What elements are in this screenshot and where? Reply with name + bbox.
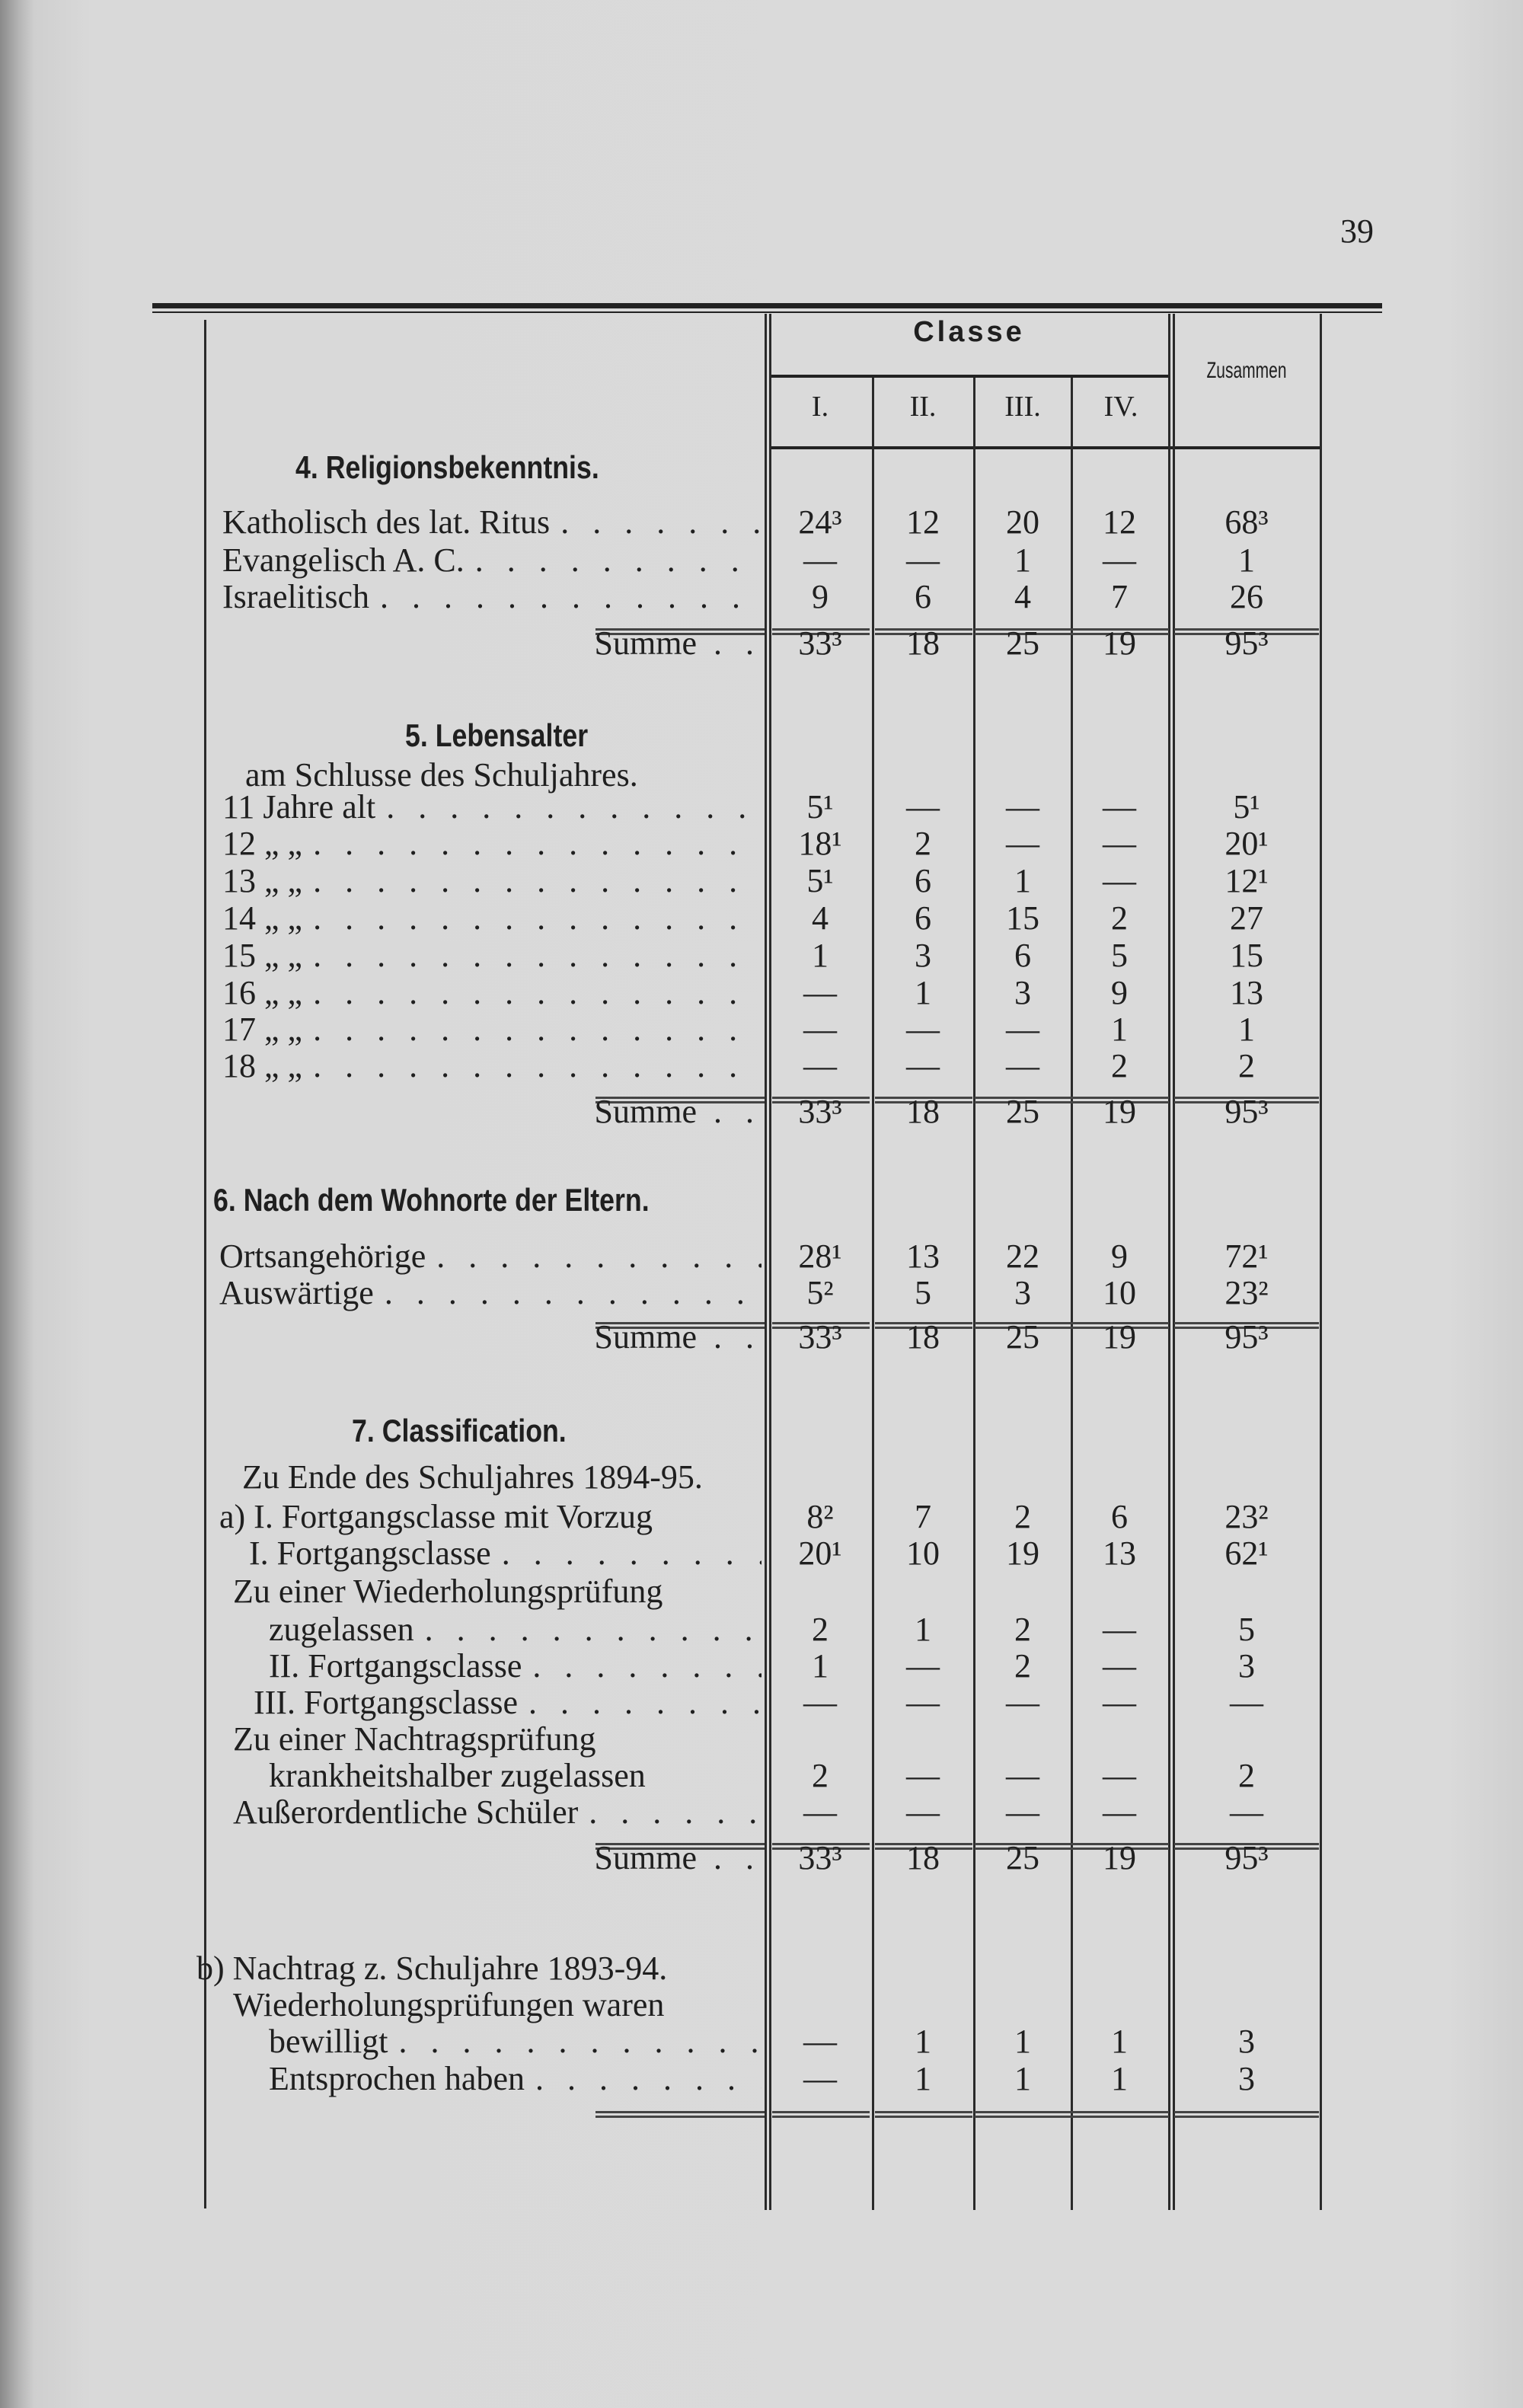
- row-label: [222, 937, 762, 975]
- class-cell: 1: [1014, 2060, 1031, 2097]
- row-label-text: Ortsangehörige: [219, 1238, 426, 1275]
- row-label: [196, 1950, 667, 1988]
- row-label-text: b) Nachtrag z. Schuljahre 1893-94.: [196, 1950, 668, 1987]
- class-cell: 2: [1111, 899, 1128, 937]
- class-cell: 3: [915, 937, 931, 974]
- class-cell: 19: [1006, 1535, 1039, 1572]
- leader-dots: [302, 974, 762, 1012]
- row-label-text: Wiederholungsprüfungen waren: [233, 1986, 665, 2023]
- row-label-text: Summe: [594, 1318, 697, 1356]
- class-cell: 9: [1111, 1238, 1128, 1275]
- class-cell: 25: [1006, 1093, 1039, 1130]
- class-cell: —: [1006, 1684, 1039, 1721]
- leader-dots: [302, 1011, 762, 1049]
- class-header-1: I.: [811, 391, 829, 423]
- row-label-text: Katholisch des lat. Ritus: [222, 503, 551, 541]
- leader-dots: [369, 578, 762, 616]
- class-cell: —: [803, 1047, 837, 1084]
- row-label: [254, 1684, 762, 1722]
- class-cell: 1: [1111, 1011, 1128, 1048]
- row-label-text: Zu Ende des Schuljahres 1894-95.: [242, 1458, 703, 1496]
- row-label-text: bewilligt: [269, 2023, 388, 2060]
- closing-rule: [772, 2111, 870, 2118]
- total-cell: 1: [1238, 1011, 1255, 1048]
- leader-dots: [388, 2023, 762, 2061]
- row-label-text: II. Fortgangsclasse: [269, 1647, 522, 1685]
- class-cell: —: [906, 1793, 940, 1831]
- sum-label: [533, 1093, 762, 1131]
- row-label-text: 16 „ „: [222, 974, 303, 1011]
- class-cell: —: [1103, 541, 1136, 579]
- total-cell: 20¹: [1224, 825, 1269, 862]
- row-label-text: 17 „ „: [222, 1011, 303, 1048]
- leader-dots: [302, 937, 762, 975]
- total-cell: 13: [1230, 974, 1263, 1011]
- row-label: [242, 1458, 703, 1496]
- leader-dots: [302, 899, 762, 937]
- class-cell: 7: [1111, 578, 1128, 615]
- class-cell: —: [1103, 788, 1136, 826]
- class-cell: 19: [1103, 624, 1136, 662]
- class-cell: 18¹: [798, 825, 842, 862]
- row-label: [222, 825, 762, 863]
- row-label-text: 15 „ „: [222, 937, 303, 974]
- class-cell: 2: [1014, 1647, 1031, 1685]
- class-cell: —: [1006, 1047, 1039, 1084]
- leader-dots: [465, 541, 762, 580]
- row-label-text: 11 Jahre alt: [222, 788, 376, 826]
- class-cell: 5: [1111, 937, 1128, 974]
- class-cell: 5¹: [806, 862, 834, 899]
- row-label: [222, 503, 762, 541]
- row-label-text: Summe: [594, 624, 697, 662]
- class-cell: —: [1103, 1684, 1136, 1721]
- row-label-text: 14 „ „: [222, 899, 303, 937]
- row-label-text: Auswärtige: [219, 1274, 374, 1311]
- class-cell: —: [1006, 1793, 1039, 1831]
- closing-rule: [1071, 2111, 1169, 2118]
- class-cell: —: [1103, 862, 1136, 899]
- leader-dots: [375, 788, 762, 826]
- total-cell: 5: [1238, 1611, 1255, 1648]
- class-cell: 3: [1014, 1274, 1031, 1311]
- total-cell: 12¹: [1224, 862, 1269, 899]
- sum-label: [533, 1318, 762, 1356]
- row-label: [222, 578, 762, 616]
- row-label: [222, 899, 762, 937]
- class-cell: —: [906, 788, 940, 826]
- row-label: [222, 788, 762, 826]
- row-label-text: a) I. Fortgangsclasse mit Vorzug: [219, 1498, 653, 1535]
- total-cell: 62¹: [1224, 1535, 1269, 1572]
- leader-dots: [491, 1535, 762, 1573]
- row-label-text: I. Fortgangsclasse: [249, 1535, 491, 1572]
- row-label: [219, 1274, 762, 1312]
- class-cell: —: [803, 1011, 837, 1048]
- class-cell: 12: [906, 503, 940, 541]
- class-cell: 28¹: [798, 1238, 842, 1275]
- sum-label: [533, 624, 762, 663]
- leader-dots: [302, 825, 762, 863]
- row-label-text: Entsprochen haben: [269, 2060, 525, 2097]
- class-cell: 8²: [806, 1498, 834, 1535]
- class-cell: —: [906, 1684, 940, 1721]
- leader-dots: [550, 503, 762, 541]
- class-cell: 10: [906, 1535, 940, 1572]
- row-label: [269, 1611, 762, 1649]
- class-cell: 33³: [798, 624, 842, 662]
- class-cell: —: [803, 1793, 837, 1831]
- class-cell: 2: [1111, 1047, 1128, 1084]
- class-cell: 19: [1103, 1839, 1136, 1876]
- class-cell: —: [1006, 1011, 1039, 1048]
- total-cell: —: [1230, 1793, 1263, 1831]
- leader-dots: [578, 1793, 762, 1832]
- section-subheading: am Schlusse des Schuljahres.: [245, 756, 638, 794]
- row-label-text: 13 „ „: [222, 862, 303, 899]
- row-label-text: Israelitisch: [222, 578, 370, 615]
- classe-header: Classe: [913, 316, 1025, 348]
- total-cell: 95³: [1224, 624, 1269, 662]
- leader-dots: [426, 1238, 762, 1276]
- row-label: [269, 2060, 762, 2098]
- total-cell: 2: [1238, 1757, 1255, 1794]
- leader-dots: . .: [714, 1093, 762, 1130]
- class-cell: —: [803, 541, 837, 579]
- class-cell: —: [906, 541, 940, 579]
- class-cell: 18: [906, 1839, 940, 1876]
- class-cell: —: [1103, 1611, 1136, 1648]
- class-cell: 33³: [798, 1093, 842, 1130]
- class-header-4: IV.: [1103, 391, 1138, 423]
- class-cell: 6: [915, 862, 931, 899]
- total-cell: 68³: [1224, 503, 1269, 541]
- row-label: [233, 1986, 664, 2024]
- row-label-text: Evangelisch A. C.: [222, 541, 465, 579]
- total-cell: 26: [1230, 578, 1263, 615]
- class-cell: 9: [812, 578, 829, 615]
- class-cell: 18: [906, 1093, 940, 1130]
- leader-dots: . .: [714, 1318, 762, 1356]
- total-cell: 23²: [1224, 1274, 1269, 1311]
- row-label: [233, 1573, 663, 1611]
- class-cell: 1: [1111, 2023, 1128, 2060]
- row-label: [233, 1720, 595, 1758]
- class-cell: 6: [915, 899, 931, 937]
- total-cell: 1: [1238, 541, 1255, 579]
- class-cell: 19: [1103, 1318, 1136, 1356]
- class-cell: —: [906, 1647, 940, 1685]
- row-label: [233, 1793, 762, 1832]
- class-cell: 6: [1014, 937, 1031, 974]
- class-cell: 33³: [798, 1839, 842, 1876]
- leader-dots: . .: [714, 624, 762, 662]
- class-cell: 22: [1006, 1238, 1039, 1275]
- row-label-text: krankheitshalber zugelassen: [269, 1757, 646, 1794]
- row-label-text: Summe: [594, 1093, 697, 1130]
- class-cell: 1: [812, 1647, 829, 1685]
- class-cell: 10: [1103, 1274, 1136, 1311]
- leader-dots: [302, 1047, 762, 1085]
- class-cell: 2: [1014, 1611, 1031, 1648]
- total-cell: 27: [1230, 899, 1263, 937]
- class-cell: —: [906, 1757, 940, 1794]
- class-cell: 6: [1111, 1498, 1128, 1535]
- total-header: Zusammen: [1206, 358, 1287, 383]
- sum-label: [533, 1839, 762, 1877]
- row-label: [222, 862, 762, 900]
- row-label: [249, 1535, 762, 1573]
- class-cell: 4: [812, 899, 829, 937]
- row-label-text: zugelassen: [269, 1611, 414, 1648]
- page-number: 39: [1340, 212, 1374, 250]
- class-cell: 1: [1111, 2060, 1128, 2097]
- row-label-text: 12 „ „: [222, 825, 303, 862]
- row-label: [269, 2023, 762, 2061]
- class-cell: 1: [1014, 541, 1031, 579]
- class-cell: 25: [1006, 1318, 1039, 1356]
- class-cell: 2: [812, 1611, 829, 1648]
- class-cell: —: [1103, 825, 1136, 862]
- class-cell: 13: [1103, 1535, 1136, 1572]
- class-cell: —: [1006, 1757, 1039, 1794]
- class-cell: 15: [1006, 899, 1039, 937]
- class-cell: 18: [906, 1318, 940, 1356]
- leader-dots: [518, 1684, 762, 1722]
- total-cell: 23²: [1224, 1498, 1269, 1535]
- leader-dots: [374, 1274, 762, 1312]
- total-cell: 3: [1238, 2060, 1255, 2097]
- class-cell: 7: [915, 1498, 931, 1535]
- class-cell: 20¹: [798, 1535, 842, 1572]
- class-cell: 9: [1111, 974, 1128, 1011]
- row-label-text: Außerordentliche Schüler: [233, 1793, 579, 1831]
- leader-dots: [525, 2060, 762, 2098]
- class-cell: 1: [1014, 862, 1031, 899]
- row-label: [269, 1757, 646, 1795]
- total-cell: 2: [1238, 1047, 1255, 1084]
- class-cell: 19: [1103, 1093, 1136, 1130]
- class-header-2: II.: [909, 391, 937, 423]
- row-label: [222, 541, 762, 580]
- class-cell: —: [803, 2023, 837, 2060]
- class-cell: 5: [915, 1274, 931, 1311]
- row-label-text: 18 „ „: [222, 1047, 303, 1084]
- row-label: [222, 1047, 762, 1085]
- row-label-text: Summe: [594, 1839, 697, 1876]
- total-cell: 15: [1230, 937, 1263, 974]
- row-label: [222, 1011, 762, 1049]
- total-cell: 3: [1238, 1647, 1255, 1685]
- total-cell: 72¹: [1224, 1238, 1269, 1275]
- leader-dots: [522, 1647, 762, 1685]
- class-header-3: III.: [1004, 391, 1041, 423]
- section-heading: 5. Lebensalter: [405, 717, 589, 753]
- class-cell: —: [1103, 1757, 1136, 1794]
- leader-dots: . .: [714, 1839, 762, 1876]
- class-cell: 5²: [806, 1274, 834, 1311]
- class-cell: —: [906, 1047, 940, 1084]
- class-cell: 1: [915, 2023, 931, 2060]
- class-cell: 33³: [798, 1318, 842, 1356]
- class-cell: 24³: [798, 503, 842, 541]
- class-cell: —: [1006, 825, 1039, 862]
- class-cell: —: [906, 1011, 940, 1048]
- total-cell: 95³: [1224, 1093, 1269, 1130]
- closing-rule: [875, 2111, 972, 2118]
- closing-rule: [595, 2111, 765, 2118]
- row-label: [219, 1238, 762, 1276]
- class-cell: 4: [1014, 578, 1031, 615]
- class-cell: —: [1103, 1647, 1136, 1685]
- section-heading: 4. Religionsbekenntnis.: [295, 449, 599, 485]
- class-cell: —: [803, 1684, 837, 1721]
- total-cell: 95³: [1224, 1318, 1269, 1356]
- row-label-text: III. Fortgangsclasse: [254, 1684, 519, 1721]
- section-heading: 6. Nach dem Wohnorte der Eltern.: [213, 1182, 650, 1218]
- total-cell: 5¹: [1233, 788, 1260, 826]
- class-cell: 13: [906, 1238, 940, 1275]
- row-label: [269, 1647, 762, 1685]
- class-cell: —: [1006, 788, 1039, 826]
- class-cell: 25: [1006, 624, 1039, 662]
- class-cell: 18: [906, 624, 940, 662]
- class-cell: 2: [1014, 1498, 1031, 1535]
- leader-dots: [302, 862, 762, 900]
- section-heading: 7. Classification.: [352, 1413, 567, 1448]
- closing-rule: [1174, 2111, 1319, 2118]
- class-cell: 1: [915, 974, 931, 1011]
- class-cell: 5¹: [806, 788, 834, 826]
- closing-rule: [975, 2111, 1072, 2118]
- class-cell: 1: [915, 1611, 931, 1648]
- leader-dots: [414, 1611, 762, 1649]
- class-cell: 6: [915, 578, 931, 615]
- class-cell: 20: [1006, 503, 1039, 541]
- class-cell: —: [803, 2060, 837, 2097]
- class-cell: 1: [915, 2060, 931, 2097]
- class-cell: 3: [1014, 974, 1031, 1011]
- total-cell: 3: [1238, 2023, 1255, 2060]
- class-cell: —: [803, 974, 837, 1011]
- class-cell: 1: [1014, 2023, 1031, 2060]
- row-label: [222, 974, 762, 1012]
- class-cell: 12: [1103, 503, 1136, 541]
- class-cell: 25: [1006, 1839, 1039, 1876]
- class-cell: 1: [812, 937, 829, 974]
- total-cell: —: [1230, 1684, 1263, 1721]
- row-label-text: Zu einer Wiederholungsprüfung: [233, 1573, 663, 1610]
- class-cell: 2: [812, 1757, 829, 1794]
- row-label: [219, 1498, 653, 1536]
- class-cell: 2: [915, 825, 931, 862]
- total-cell: 95³: [1224, 1839, 1269, 1876]
- class-cell: —: [1103, 1793, 1136, 1831]
- row-label-text: Zu einer Nachtragsprüfung: [233, 1720, 596, 1758]
